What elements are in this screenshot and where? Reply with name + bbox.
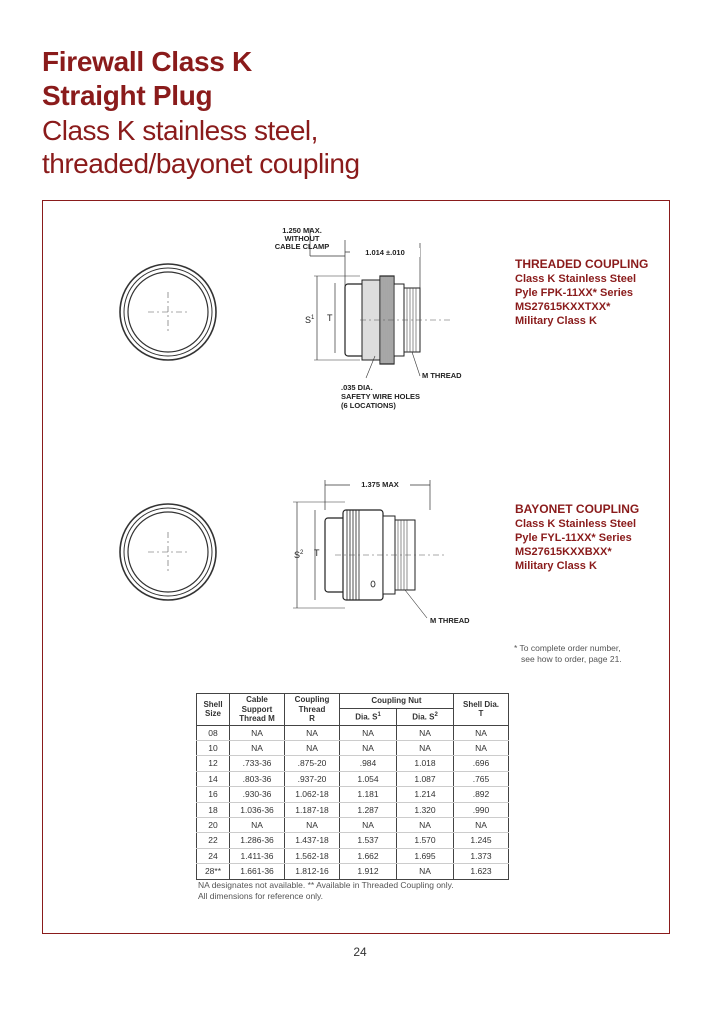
table-cell: 1.373 — [454, 848, 509, 863]
threaded-front-view — [118, 262, 218, 362]
th-coupling-nut: Coupling Nut — [340, 694, 454, 709]
table-row — [197, 725, 509, 740]
title-line-2: Straight Plug — [42, 80, 213, 111]
table-cell: 08 — [197, 725, 230, 740]
table-cell: 20 — [197, 817, 230, 832]
page-number: 24 — [353, 945, 367, 959]
table-cell: NA — [397, 740, 454, 755]
spec-table — [196, 693, 509, 880]
table-cell: 1.695 — [397, 848, 454, 863]
bayonet-line: MS27615KXXBXX* — [515, 546, 612, 558]
table-cell: 1.411-36 — [230, 848, 285, 863]
table-cell: 14 — [197, 771, 230, 786]
threaded-heading: THREADED COUPLING — [515, 257, 649, 271]
threaded-dim-width: 1.014 ±.010 — [350, 248, 420, 257]
table-cell: 22 — [197, 833, 230, 848]
table-cell: NA — [230, 817, 285, 832]
th-shell-dia: Shell Dia. T — [454, 694, 509, 726]
order-note-line-2: see how to order, page 21. — [521, 654, 622, 664]
table-cell: 1.245 — [454, 833, 509, 848]
table-cell: NA — [285, 740, 340, 755]
table-row — [197, 756, 509, 771]
threaded-line: MS27615KXXTXX* — [515, 301, 611, 313]
table-cell: 1.187-18 — [285, 802, 340, 817]
threaded-dim-clamp: CABLE CLAMP — [274, 242, 330, 251]
table-cell: NA — [340, 817, 397, 832]
table-cell: .803-36 — [230, 771, 285, 786]
table-cell: 1.562-18 — [285, 848, 340, 863]
table-cell: 1.214 — [397, 787, 454, 802]
table-row — [197, 833, 509, 848]
threaded-holes-1: .035 DIA. — [341, 383, 373, 392]
table-row — [197, 802, 509, 817]
table-cell: .875-20 — [285, 756, 340, 771]
table-cell: 12 — [197, 756, 230, 771]
th-cable-support: Cable Support Thread M — [230, 694, 285, 726]
table-cell: .937-20 — [285, 771, 340, 786]
bayonet-label-block — [515, 502, 639, 573]
threaded-m-thread: M THREAD — [422, 371, 462, 380]
table-cell: NA — [454, 740, 509, 755]
table-cell: 1.036-36 — [230, 802, 285, 817]
table-row — [197, 771, 509, 786]
table-cell: NA — [340, 725, 397, 740]
threaded-label-s: $S^1$ — [305, 315, 315, 325]
threaded-label-t: T — [327, 313, 333, 323]
table-cell: NA — [340, 740, 397, 755]
threaded-line: Pyle FPK-11XX* Series — [515, 287, 634, 299]
table-cell: 1.662 — [340, 848, 397, 863]
th-coupling-thread: Coupling Thread R — [285, 694, 340, 726]
threaded-line: Military Class K — [515, 315, 597, 327]
bayonet-line: Military Class K — [515, 560, 597, 572]
table-cell: NA — [397, 817, 454, 832]
title-line-1: Firewall Class K — [42, 46, 252, 77]
table-cell: .984 — [340, 756, 397, 771]
threaded-line: Class K Stainless Steel — [515, 273, 637, 285]
bayonet-heading: BAYONET COUPLING — [515, 502, 640, 516]
table-cell: 1.537 — [340, 833, 397, 848]
subtitle-line-2: threaded/bayonet coupling — [42, 148, 360, 179]
threaded-dim-without: WITHOUT — [284, 234, 320, 243]
threaded-holes-3: (6 LOCATIONS) — [341, 401, 396, 410]
table-row — [197, 864, 509, 879]
bayonet-label-s: $S^2$ — [294, 550, 304, 560]
threaded-dim-max: 1.250 MAX. — [282, 226, 322, 235]
table-cell: NA — [454, 817, 509, 832]
table-cell: 1.181 — [340, 787, 397, 802]
table-cell: NA — [454, 725, 509, 740]
table-cell: NA — [285, 817, 340, 832]
th-shell-size: Shell Size — [197, 694, 230, 726]
bayonet-side-view — [285, 480, 465, 630]
subtitle-line-1: Class K stainless steel, — [42, 115, 318, 146]
table-cell: 16 — [197, 787, 230, 802]
table-row — [197, 787, 509, 802]
table-row — [197, 817, 509, 832]
table-cell: NA — [285, 725, 340, 740]
table-cell: 1.018 — [397, 756, 454, 771]
table-cell: 1.912 — [340, 864, 397, 879]
threaded-label-block — [515, 257, 648, 328]
bayonet-front-view — [118, 502, 218, 602]
bayonet-line: Class K Stainless Steel — [515, 518, 637, 530]
table-cell: .696 — [454, 756, 509, 771]
table-cell: 1.286-36 — [230, 833, 285, 848]
table-cell: 28** — [197, 864, 230, 879]
table-cell: 1.437-18 — [285, 833, 340, 848]
bayonet-m-thread: M THREAD — [430, 616, 470, 625]
table-row — [197, 848, 509, 863]
table-cell: .733-36 — [230, 756, 285, 771]
table-footnote-1: NA designates not available. ** Available in Threaded Coupling only. — [198, 880, 454, 890]
table-cell: 1.287 — [340, 802, 397, 817]
table-cell: 1.054 — [340, 771, 397, 786]
table-cell: NA — [230, 725, 285, 740]
table-cell: 1.062-18 — [285, 787, 340, 802]
table-footnote-2: All dimensions for reference only. — [198, 891, 324, 901]
table-cell: 1.623 — [454, 864, 509, 879]
table-row — [197, 740, 509, 755]
table-cell: 1.661-36 — [230, 864, 285, 879]
table-cell: .892 — [454, 787, 509, 802]
table-cell: .765 — [454, 771, 509, 786]
table-cell: 1.087 — [397, 771, 454, 786]
table-cell: 1.570 — [397, 833, 454, 848]
th-dia-s2: Dia. $S^2$ — [397, 708, 454, 725]
table-cell: 1.320 — [397, 802, 454, 817]
table-cell: NA — [230, 740, 285, 755]
table-cell: .930-36 — [230, 787, 285, 802]
order-note-line-1: * To complete order number, — [514, 643, 621, 653]
th-dia-s1: Dia. $S^1$ — [340, 708, 397, 725]
table-cell: .990 — [454, 802, 509, 817]
table-cell: 1.812-16 — [285, 864, 340, 879]
table-cell: 18 — [197, 802, 230, 817]
table-cell: 24 — [197, 848, 230, 863]
table-cell: NA — [397, 725, 454, 740]
bayonet-label-t: T — [314, 548, 320, 558]
bayonet-dim-max: 1.375 MAX — [350, 480, 410, 489]
table-cell: 10 — [197, 740, 230, 755]
table-cell: NA — [397, 864, 454, 879]
bayonet-line: Pyle FYL-11XX* Series — [515, 532, 632, 544]
threaded-holes-2: SAFETY WIRE HOLES — [341, 392, 421, 401]
